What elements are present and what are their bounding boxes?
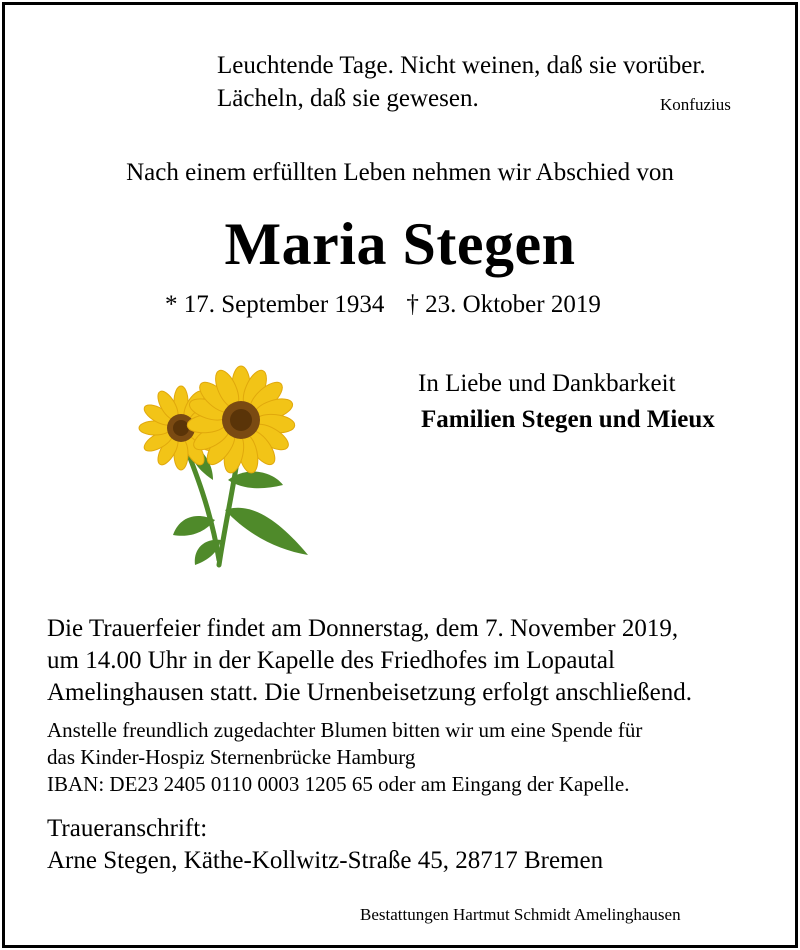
ceremony-line-1: Die Trauerfeier findet am Donnerstag, dem 7. November 2019, — [47, 615, 679, 642]
undertaker-name: Bestattungen Hartmut Schmidt Amelinghausen — [360, 905, 681, 924]
address-label: Traueranschrift: — [47, 815, 208, 842]
quote — [217, 49, 706, 115]
donation-text — [47, 717, 642, 798]
thanks-line: In Liebe und Dankbarkeit — [418, 370, 676, 397]
intro-text: Nach einem erfüllten Leben nehmen wir Abschied von — [126, 159, 674, 186]
sunflower-image — [133, 360, 323, 570]
donation-line-1: Anstelle freundlich zugedachter Blumen bitten wir um eine Spende für — [47, 718, 643, 742]
ceremony-text — [47, 613, 692, 709]
donation-line-2: das Kinder-Hospiz Sternenbrücke Hamburg — [47, 745, 416, 769]
life-dates — [165, 291, 601, 319]
family-names: Familien Stegen und Mieux — [421, 406, 715, 433]
quote-line-1: Leuchtende Tage. Nicht weinen, daß sie vorüber. — [217, 52, 706, 79]
donation-line-3: IBAN: DE23 2405 0110 0003 1205 65 oder am Eingang der Kapelle. — [47, 772, 630, 796]
ceremony-line-3: Amelinghausen statt. Die Urnenbeisetzung erfolgt anschließend. — [47, 679, 692, 706]
quote-line-2: Lächeln, daß sie gewesen. — [217, 85, 479, 112]
obituary-frame — [2, 2, 798, 948]
birth-date: * 17. September 1934 — [165, 291, 385, 318]
quote-author: Konfuzius — [660, 95, 731, 114]
ceremony-line-2: um 14.00 Uhr in der Kapelle des Friedhofes im Lopautal — [47, 647, 615, 674]
death-date: † 23. Oktober 2019 — [406, 291, 601, 318]
address-value: Arne Stegen, Käthe-Kollwitz-Straße 45, 28717 Bremen — [47, 847, 604, 874]
mourning-address — [47, 813, 603, 877]
deceased-name: Maria Stegen — [224, 211, 576, 277]
